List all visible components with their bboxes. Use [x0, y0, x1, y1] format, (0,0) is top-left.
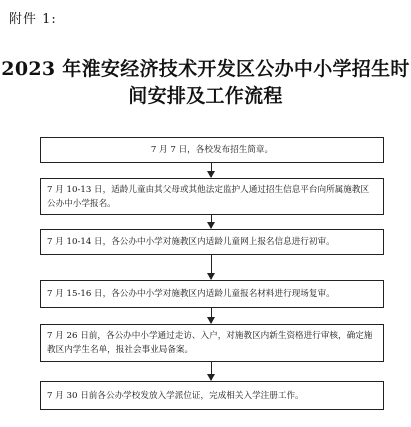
flow-step-3 — [40, 229, 384, 255]
flow-step-6-text: 7 月 30 日前各公办学校发放入学派位证，完成相关入学注册工作。 — [47, 390, 304, 401]
flow-arrow-4 — [211, 308, 212, 323]
flow-step-3-text: 7 月 10-14 日，各公办中小学对施教区内适龄儿童网上报名信息进行初审。 — [47, 237, 335, 247]
flow-step-1-text: 7 月 7 日，各校发布招生简章。 — [150, 145, 274, 155]
flow-step-6 — [40, 381, 384, 410]
title-line-2: 间安排及工作流程 — [128, 85, 283, 107]
page-title — [0, 56, 411, 110]
flow-step-2 — [40, 178, 384, 215]
attachment-label: 附件 1: — [9, 12, 57, 27]
flow-arrow-3 — [211, 255, 212, 279]
flow-arrow-5 — [211, 362, 212, 380]
flow-step-1 — [40, 137, 384, 163]
flow-arrow-1 — [211, 163, 212, 177]
flow-step-5 — [40, 324, 384, 362]
flow-step-2-text: 7 月 10-13 日，适龄儿童由其父母或其他法定监护人通过招生信息平台向所属施教区公办中小学报名。 — [47, 184, 370, 209]
flow-step-4 — [40, 280, 384, 308]
title-line-1: 2023 年淮安经济技术开发区公办中小学招生时 — [1, 58, 410, 80]
flow-step-5-text: 7 月 26 日前，各公办中小学通过走访、入户，对施教区内新生资格进行审核，确定施教区内学生名单，报社会事业局备案。 — [47, 331, 373, 355]
flow-arrow-2 — [211, 215, 212, 228]
flow-step-4-text: 7 月 15-16 日，各公办中小学对施教区内适龄儿童报名材料进行现场复审。 — [47, 289, 335, 299]
